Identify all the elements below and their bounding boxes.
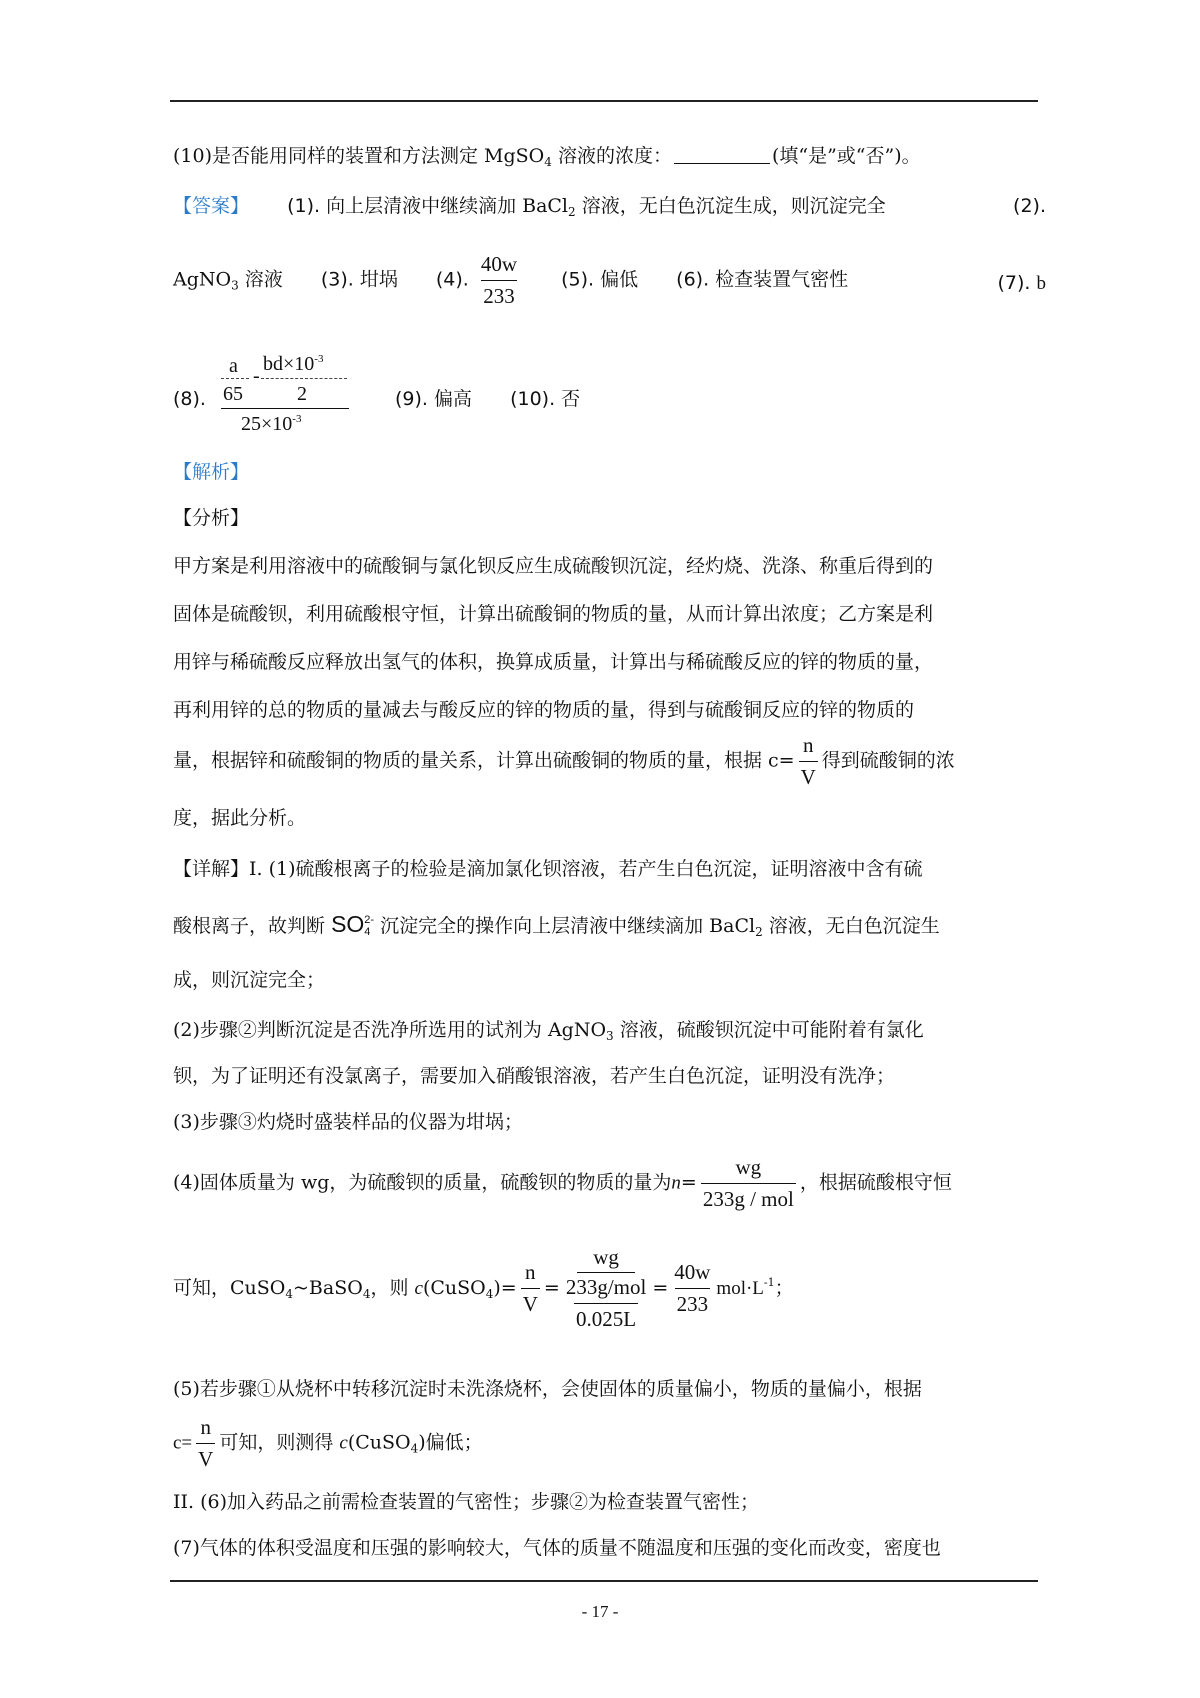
answer-line-1 <box>173 195 1046 219</box>
detail-line: 可知，则测得 <box>219 1431 340 1454</box>
equals: = <box>680 1171 697 1194</box>
detail-line: ，则 <box>370 1276 415 1299</box>
sulfate-subscript: 4 <box>364 925 371 938</box>
analysis-label <box>173 461 1040 484</box>
q10-tail: (填“是”或“否”)。 <box>771 145 921 167</box>
c-fraction <box>799 733 818 790</box>
answer-1-text: 向上层清液中继续滴加 BaCl <box>326 195 569 217</box>
answer-7 <box>998 272 1047 296</box>
detail-l6 <box>173 1111 1040 1134</box>
fraction-denominator: 233 <box>481 280 517 309</box>
detail-line: (4)固体质量为 wg，为硫酸钡的质量，硫酸钡的物质的量为 <box>173 1171 672 1194</box>
question-10 <box>173 145 1040 168</box>
answer-3-number: (3). <box>320 268 354 291</box>
fraction-denominator: 233g / mol <box>701 1183 796 1212</box>
analysis-sublabel <box>173 507 1040 530</box>
formula-minus: - <box>253 365 260 387</box>
q10-sub: 4 <box>544 155 552 169</box>
detail-sub: 4 <box>410 1441 419 1456</box>
detail-line: ~BaSO <box>293 1276 363 1299</box>
detail-l11 <box>173 1491 1040 1514</box>
fraction-numerator: wg <box>577 1245 635 1273</box>
detail-sub: 2 <box>755 925 763 939</box>
formula-bd <box>263 352 323 376</box>
detail-line: 成，则沉淀完全； <box>173 969 326 991</box>
analysis-line: 再利用锌的总的物质的量减去与酸反应的锌的物质的量，得到与硫酸铜反应的锌的物质的 <box>173 699 915 721</box>
detail-line: (3)步骤③灼烧时盛装样品的仪器为坩埚； <box>173 1111 523 1133</box>
answer-2-number: (2). <box>1013 195 1046 217</box>
cnv-fraction <box>196 1415 215 1472</box>
detail-sub: 4 <box>285 1286 294 1301</box>
fraction-denominator: V <box>521 1288 540 1317</box>
analysis-p2 <box>173 603 1040 626</box>
detail-l8 <box>173 1245 1040 1333</box>
formula-bd-bar <box>261 378 347 379</box>
analysis-p5 <box>173 733 1040 790</box>
answer-1-sub: 2 <box>568 205 576 219</box>
answer-1-text-2: 溶液，无白色沉淀生成，则沉淀完全 <box>575 195 886 217</box>
answer-9-text: 偏高 <box>434 388 473 410</box>
answer-10-text: 否 <box>561 388 581 410</box>
detail-sub: 4 <box>485 1286 494 1301</box>
q10-text-2: 溶液的浓度： <box>551 145 672 167</box>
detail-line: 溶液，硫酸钡沉淀中可能附着有氯化 <box>613 1019 924 1041</box>
detail-l3 <box>173 969 1040 992</box>
unit-exp: -1 <box>763 1275 775 1289</box>
detail-line: 沉淀完全的操作向上层清液中继续滴加 BaCl <box>374 915 756 937</box>
answer-1-number: (1). <box>287 195 321 217</box>
answer-2-sub: 3 <box>231 278 239 293</box>
formula-2: 2 <box>297 383 307 405</box>
analysis-p6 <box>173 807 1040 830</box>
sulfate-ion <box>331 911 374 937</box>
fraction-numerator: 40w <box>480 252 518 276</box>
analysis-line: 度，据此分析。 <box>173 807 307 829</box>
detail-line: (2)步骤②判断沉淀是否洗净所选用的试剂为 AgNO <box>173 1019 607 1041</box>
detail-line: (CuSO <box>422 1276 486 1299</box>
detail-l12 <box>173 1537 1040 1560</box>
sulfate-so: SO <box>331 911 365 937</box>
var-c: c <box>339 1432 348 1454</box>
detail-l1 <box>173 858 1040 881</box>
equals: = <box>652 1276 669 1299</box>
analysis-line: 用锌与稀硫酸反应释放出氢气的体积，换算成质量，计算出与稀硫酸反应的锌的物质的量， <box>173 651 934 673</box>
answer-8-formula <box>221 354 349 446</box>
detail-line: I. (1)硫酸根离子的检验是滴加氯化钡溶液，若产生白色沉淀，证明溶液中含有硫 <box>249 858 923 880</box>
detail-l9 <box>173 1378 1040 1401</box>
formula-a: a <box>229 355 238 377</box>
answer-5-text: 偏低 <box>600 268 639 291</box>
footer-rule <box>170 1580 1038 1582</box>
unit: mol·L <box>716 1277 764 1299</box>
analysis-line: 固体是硫酸钡，利用硫酸根守恒，计算出硫酸铜的物质的量，从而计算出浓度；乙方案是利 <box>173 603 934 625</box>
analysis-p1 <box>173 555 1040 578</box>
equals: = <box>543 1276 560 1299</box>
answer-6-text: 检查装置气密性 <box>715 268 849 291</box>
formula-65: 65 <box>223 383 243 405</box>
analysis-label-text: 【解析】 <box>173 461 250 483</box>
detail-line: (5)若步骤①从烧杯中转移沉淀时未洗涤烧杯，会使固体的质量偏小，物质的量偏小，根据 <box>173 1378 922 1400</box>
analysis-p4 <box>173 699 1040 722</box>
answer-3-text: 坩埚 <box>359 268 398 291</box>
detail-line: ； <box>774 1276 794 1299</box>
formula-den-exp: -3 <box>292 413 302 425</box>
formula-main-bar <box>221 408 349 409</box>
answer-blank <box>674 163 770 164</box>
fraction-numerator: 40w <box>674 1260 711 1285</box>
answer-8-number: (8). <box>173 388 206 410</box>
answer-line-2 <box>173 252 1046 309</box>
answer-4-fraction <box>479 252 519 309</box>
detail-l7 <box>173 1155 1040 1212</box>
detail-l4 <box>173 1019 1040 1042</box>
fraction-numerator: n <box>200 1415 211 1439</box>
formula-bd-text: bd×10 <box>263 353 315 375</box>
detail-sub: 4 <box>362 1286 371 1301</box>
fraction-denominator: 233g/mol <box>565 1275 647 1300</box>
answer-label: 【答案】 <box>173 195 250 217</box>
sulfate-charge: 2- <box>364 913 375 926</box>
answer-5-number: (5). <box>561 268 595 291</box>
detail-line: II. (6)加入药品之前需检查装置的气密性；步骤②为检查装置气密性； <box>173 1491 760 1513</box>
analysis-p3 <box>173 651 1040 674</box>
detail-line: 钡，为了证明还有没氯离子，需要加入硝酸银溶液，若产生白色沉淀，证明没有洗净； <box>173 1065 896 1087</box>
answer-2-text: AgNO <box>173 268 232 291</box>
moles-fraction <box>701 1155 796 1212</box>
compound-numerator <box>564 1245 649 1303</box>
fraction-denominator: V <box>799 761 818 790</box>
detail-line: 溶液，无白色沉淀生 <box>762 915 940 937</box>
detail-line: c= <box>173 1432 193 1454</box>
detail-line: (CuSO <box>347 1431 411 1454</box>
detail-line: 酸根离子，故判断 <box>173 915 326 937</box>
analysis-line: 量，根据锌和硫酸铜的物质的量关系，计算出硫酸铜的物质的量，根据 c= <box>173 749 795 772</box>
fraction-denominator: V <box>196 1443 215 1472</box>
detail-sub: 3 <box>606 1029 614 1043</box>
detail-l5 <box>173 1065 1040 1088</box>
detail-l10 <box>173 1415 1040 1472</box>
detail-line: ，根据硫酸根守恒 <box>799 1171 952 1194</box>
detail-line: )= <box>493 1276 517 1299</box>
fraction-numerator: n <box>802 733 814 757</box>
fraction-numerator: wg <box>735 1155 762 1179</box>
result-fraction <box>672 1260 712 1317</box>
detail-line: (7)气体的体积受温度和压强的影响较大，气体的质量不随温度和压强的变化而改变，密度也 <box>173 1537 941 1559</box>
fraction-denominator: 233 <box>675 1288 711 1317</box>
detail-label: 【详解】 <box>173 858 250 880</box>
analysis-line-end: 得到硫酸铜的浓 <box>821 749 955 772</box>
detail-l2 <box>173 911 1040 939</box>
fraction-denominator: 0.025L <box>574 1303 638 1332</box>
answer-7-number: (7). <box>997 272 1031 294</box>
analysis-line: 甲方案是利用溶液中的硫酸铜与氯化钡反应生成硫酸钡沉淀，经灼烧、洗涤、称重后得到的 <box>173 555 934 577</box>
page-number: - 17 - <box>581 1602 619 1621</box>
compound-fraction <box>564 1245 649 1333</box>
answer-9-number: (9). <box>395 388 428 410</box>
var-n: n <box>671 1172 681 1194</box>
detail-line: )偏低； <box>418 1431 483 1454</box>
detail-line: 可知，CuSO <box>173 1276 286 1299</box>
answer-10-number: (10). <box>510 388 556 410</box>
nv-fraction <box>521 1260 540 1317</box>
answer-4-number: (4). <box>435 268 469 291</box>
formula-denominator <box>241 412 301 436</box>
analysis-sublabel-text: 【分析】 <box>173 507 250 529</box>
formula-den-text: 25×10 <box>241 413 293 435</box>
fraction-numerator: n <box>525 1260 536 1285</box>
answer-6-number: (6). <box>676 268 710 291</box>
formula-a-bar <box>221 378 249 379</box>
answer-2-text-2: 溶液 <box>238 268 283 291</box>
answer-9-10 <box>395 388 580 411</box>
var-c: c <box>414 1277 423 1299</box>
q10-text: (10)是否能用同样的装置和方法测定 MgSO <box>173 145 545 167</box>
formula-bd-exp: -3 <box>314 353 324 365</box>
header-rule <box>170 100 1038 102</box>
answer-7-text: b <box>1036 273 1046 294</box>
